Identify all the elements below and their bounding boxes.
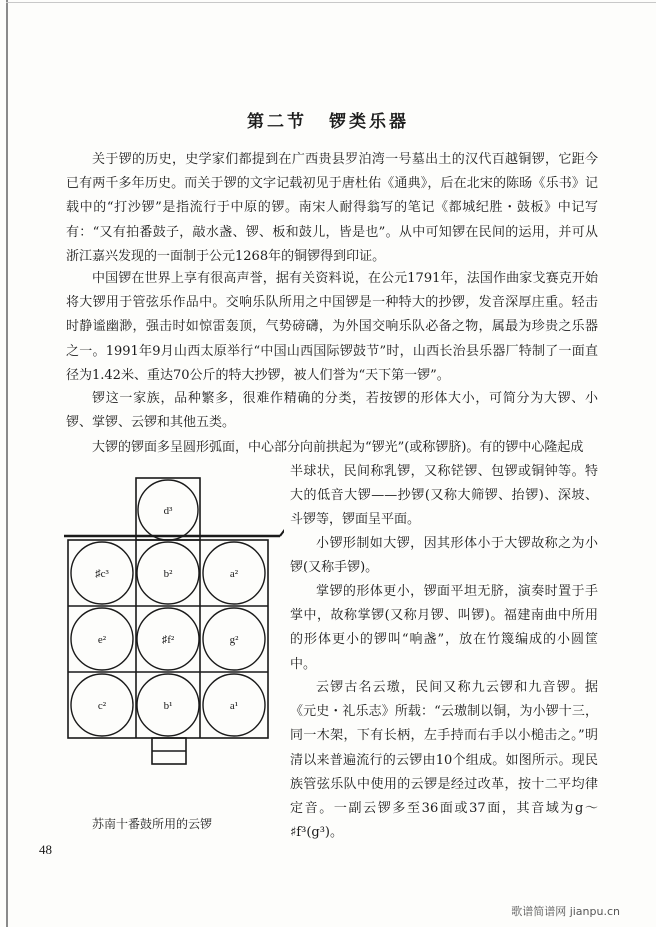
gong-label: g²: [229, 634, 239, 646]
watermark: 歌谱简谱网 jianpu.cn: [511, 905, 620, 918]
section-name: 锣类乐器: [329, 112, 409, 132]
gong-label: b²: [163, 568, 173, 580]
paragraph-small-gong: 小锣形制如大锣，因其形体小于大锣故称之为小锣(又称手锣)。: [290, 536, 598, 576]
paragraph-cloud-gong: 云锣古名云璈，民间又称九云锣和九音锣。据《元史・礼乐志》所载：“云璈制以铜，为小锣十三，同一木架，下有长柄，左手持而右手以小槌击之。”明清以来普遍流行的云锣由10个组成。如图所示。现民族管弦乐队中使用的云锣是经过改革，按十二平均律定音。一副云锣多至36面或37面，其音域为g～♯f³(g³)。: [290, 680, 598, 841]
gong-label: c²: [97, 700, 107, 712]
page-edge: [6, 0, 8, 927]
figure-caption: 苏南十番鼓所用的云锣: [92, 817, 213, 831]
gong-label: a²: [229, 568, 239, 580]
page-number: 48: [39, 842, 52, 857]
paragraph-big-gong-intro: 大锣的锣面多呈圆形弧面，中心部分向前拱起为“锣光”(或称锣脐)。有的锣中心隆起成: [92, 440, 584, 455]
paragraph-classification: 锣这一家族，品种繁多，很难作精确的分类，若按锣的形体大小，可简分为大锣、小锣、掌锣、云锣和其他五类。: [66, 391, 598, 431]
gong-label: e²: [97, 634, 107, 646]
section-title: [0, 107, 656, 132]
gong-label-top: d³: [163, 505, 173, 517]
paragraph-history: 关于锣的历史，史学家们都提到在广西贵县罗泊湾一号墓出土的汉代百越铜锣，它距今已有两千多年历史。而关于锣的文字记载初见于唐杜佑《通典》，后在北宋的陈旸《乐书》记载中的“打沙锣”是指流行于中原的锣。南宋人耐得翁写的笔记《都城纪胜・鼓板》中记写有：“又有拍番鼓子，敲水盏、锣、板和鼓儿，皆是也”。从中可知锣在民间的运用，并可从浙江嘉兴发现的一面制于公元1268年的铜锣得到印证。: [66, 152, 598, 264]
paragraph-palm-gong: 掌锣的形体更小，锣面平坦无脐，演奏时置于手掌中，故称掌锣(又称月锣、叫锣)。福建南曲中所用的形体更小的锣叫“响盏”，放在竹篾编成的小圆筐中。: [290, 584, 598, 672]
gong-label: ♯f²: [161, 634, 175, 646]
cloud-gong-diagram: [64, 476, 284, 776]
gong-label: ♯c³: [95, 568, 109, 580]
gong-label: a¹: [229, 700, 239, 712]
paragraph-big-gong-continued: 半球状，民间称乳锣，又称铓锣、包锣或铜钟等。特大的低音大锣——抄锣(又称大筛锣、抬锣)、深坡、斗锣等，锣面呈平面。: [290, 464, 598, 528]
section-number: 第二节: [247, 112, 307, 132]
paragraph-reputation: 中国锣在世界上享有很高声誉，据有关资料说，在公元1791年，法国作曲家戈赛克开始将大锣用于管弦乐作品中。交响乐队所用之中国锣是一种特大的抄锣，发音深厚庄重。轻击时静谧幽渺，强击时如惊雷轰顶，气势磅礴，为外国交响乐队必备之物，属最为珍贵之乐器之一。1991年9月山西太原举行“中国山西国际锣鼓节”时，山西长治县乐器厂特制了一面直径为1.42米、重达70公斤的特大抄锣，被人们誉为“天下第一锣”。: [66, 271, 598, 383]
page-top-edge: [6, 2, 656, 3]
gong-label: b¹: [163, 700, 173, 712]
